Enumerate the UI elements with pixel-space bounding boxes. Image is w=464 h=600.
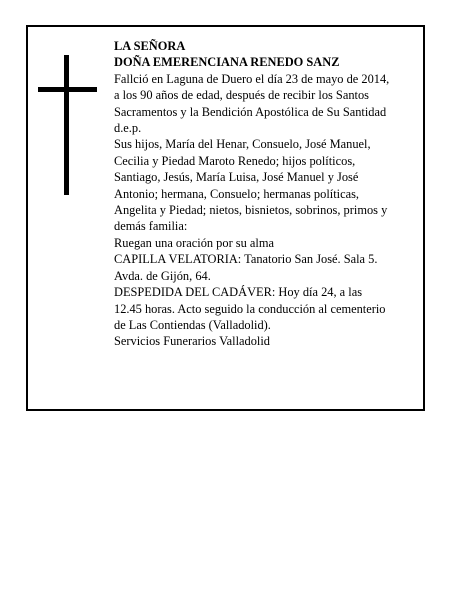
funeral-services: Servicios Funerarios Valladolid bbox=[114, 334, 271, 349]
cross-icon-vertical-bar bbox=[64, 55, 69, 195]
deceased-name: DOÑA EMERENCIANA RENEDO SANZ bbox=[114, 55, 340, 70]
chapel-line: Avda. de Gijón, 64. bbox=[114, 268, 211, 283]
death-line: Sacramentos y la Bendición Apostólica de Su Santidad bbox=[114, 104, 387, 119]
death-line: Fallció en Laguna de Duero el día 23 de mayo de 2014, bbox=[114, 71, 390, 86]
death-line: a los 90 años de edad, después de recibir los Santos bbox=[114, 88, 369, 103]
family-line: Cecilia y Piedad Maroto Renedo; hijos políticos, bbox=[114, 153, 356, 168]
notice-title: LA SEÑORA bbox=[114, 39, 186, 53]
farewell-line: 12.45 horas. Acto seguido la conducción al cementerio bbox=[114, 301, 386, 316]
prayer-request: Ruegan una oración por su alma bbox=[114, 235, 274, 250]
family-line: demás familia: bbox=[114, 219, 188, 234]
family-line: Antonio; hermana, Consuelo; hermanas políticas, bbox=[114, 186, 360, 201]
family-line: Sus hijos, María del Henar, Consuelo, José Manuel, bbox=[114, 137, 371, 152]
obituary-text bbox=[114, 38, 420, 350]
farewell-line: DESPEDIDA DEL CADÁVER: Hoy día 24, a las bbox=[114, 285, 363, 300]
family-line: Angelita y Piedad; nietos, bisnietos, sobrinos, primos y bbox=[114, 203, 388, 218]
chapel-line: CAPILLA VELATORIA: Tanatorio San José. Sala 5. bbox=[114, 252, 378, 267]
farewell-line: de Las Contiendas (Valladolid). bbox=[114, 317, 271, 332]
cross-icon-horizontal-bar bbox=[38, 87, 97, 92]
death-line: d.e.p. bbox=[114, 121, 142, 136]
family-line: Santiago, Jesús, María Luisa, José Manuel y José bbox=[114, 170, 359, 185]
